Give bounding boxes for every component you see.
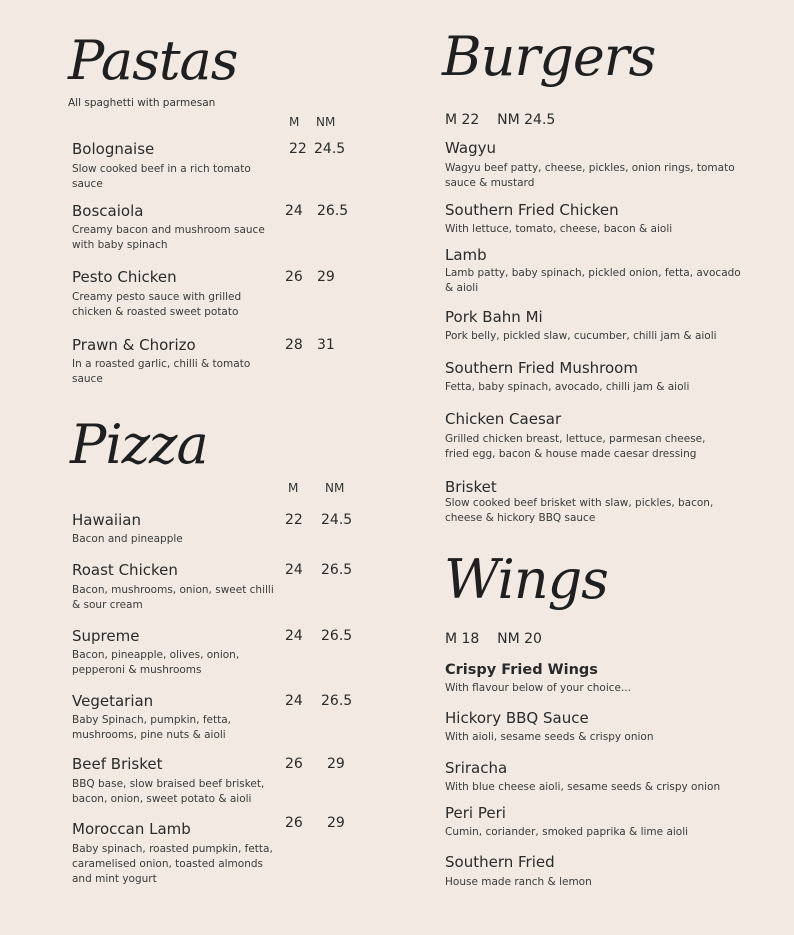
pasta-item-price-m: 22 <box>289 141 307 157</box>
pasta-item-price-nm: 29 <box>317 269 335 285</box>
pizza-item-price-nm: 29 <box>327 815 345 831</box>
pizza-item-desc: Baby spinach, roasted pumpkin, fetta, caramelised onion, toasted almonds and mint yogurt <box>72 843 273 885</box>
burger-item-desc: Slow cooked beef brisket with slaw, pickles, bacon, cheese & hickory BBQ sauce <box>445 497 714 524</box>
pastas-note: All spaghetti with parmesan <box>68 97 216 109</box>
burgers-prices: M 22 NM 24.5 <box>445 112 556 128</box>
wings-item-name: Southern Fried <box>445 853 555 871</box>
pizza-item-desc: BBQ base, slow braised beef brisket, bacon, onion, sweet potato & aioli <box>72 778 265 805</box>
wings-item-name: Hickory BBQ Sauce <box>445 709 589 727</box>
wings-item-desc: With blue cheese aioli, sesame seeds & crispy onion <box>445 781 721 793</box>
pasta-item-name: Pesto Chicken <box>72 268 177 286</box>
burger-item-name: Southern Fried Mushroom <box>445 359 638 377</box>
pastas-title: Pastas <box>68 29 238 92</box>
wings-prices: M 18 NM 20 <box>445 631 542 647</box>
pasta-item-desc: Creamy pesto sauce with grilled chicken & roasted sweet potato <box>72 291 242 318</box>
pizza-item-price-nm: 24.5 <box>321 512 353 528</box>
burger-item-desc: Wagyu beef patty, cheese, pickles, onion rings, tomato sauce & mustard <box>445 162 735 189</box>
pizza-item-name: Roast Chicken <box>72 561 178 579</box>
pizza-col-m: M <box>288 481 299 495</box>
pizza-item-desc: Bacon and pineapple <box>72 533 183 545</box>
burger-item-name: Chicken Caesar <box>445 410 562 428</box>
burgers-title: Burgers <box>442 25 656 88</box>
wings-item-desc: With flavour below of your choice... <box>445 682 631 694</box>
wings-item-desc: Cumin, coriander, smoked paprika & lime aioli <box>445 826 689 838</box>
pizza-item-price-m: 24 <box>285 693 303 709</box>
pasta-item-name: Bolognaise <box>72 140 155 158</box>
pizza-item-price-nm: 29 <box>327 756 345 772</box>
burger-item-desc: Pork belly, pickled slaw, cucumber, chilli jam & aioli <box>445 330 717 342</box>
pastas-col-m: M <box>289 115 300 129</box>
pizza-item-price-nm: 26.5 <box>321 628 353 644</box>
wings-item-name: Crispy Fried Wings <box>445 662 598 678</box>
pasta-item-price-nm: 24.5 <box>314 141 346 157</box>
pizza-item-price-m: 22 <box>285 512 303 528</box>
burger-item-name: Brisket <box>445 478 497 496</box>
pizza-item-price-m: 24 <box>285 562 303 578</box>
pizza-item-name: Vegetarian <box>72 692 154 710</box>
pizza-item-price-nm: 26.5 <box>321 562 353 578</box>
wings-title: Wings <box>444 548 608 611</box>
pizza-item-desc: Bacon, mushrooms, onion, sweet chilli & sour cream <box>72 584 274 611</box>
pizza-item-price-m: 26 <box>285 756 303 772</box>
pasta-item-name: Boscaiola <box>72 202 144 220</box>
pizza-item-price-m: 26 <box>285 815 303 831</box>
pizza-item-name: Supreme <box>72 627 140 645</box>
pasta-item-price-m: 28 <box>285 337 303 353</box>
burger-item-name: Southern Fried Chicken <box>445 201 619 219</box>
pizza-item-name: Hawaiian <box>72 511 141 529</box>
pasta-item-desc: Creamy bacon and mushroom sauce with baby spinach <box>72 224 265 251</box>
pasta-item-price-m: 24 <box>285 203 303 219</box>
pizza-item-name: Moroccan Lamb <box>72 820 191 838</box>
pizza-item-name: Beef Brisket <box>72 755 163 773</box>
burger-item-desc: Lamb patty, baby spinach, pickled onion, fetta, avocado & aioli <box>445 267 741 294</box>
pizza-item-desc: Baby Spinach, pumpkin, fetta, mushrooms, pine nuts & aioli <box>72 714 231 741</box>
wings-item-name: Peri Peri <box>445 804 506 822</box>
pasta-item-desc: Slow cooked beef in a rich tomato sauce <box>72 163 251 190</box>
pizza-col-nm: NM <box>325 481 345 495</box>
pizza-item-desc: Bacon, pineapple, olives, onion, pepperoni & mushrooms <box>72 649 240 676</box>
burger-item-name: Wagyu <box>445 139 496 157</box>
burger-item-name: Lamb <box>445 246 487 264</box>
pasta-item-desc: In a roasted garlic, chilli & tomato sauce <box>72 358 251 385</box>
pizza-item-price-m: 24 <box>285 628 303 644</box>
wings-item-desc: With aioli, sesame seeds & crispy onion <box>445 731 654 743</box>
burger-item-desc: With lettuce, tomato, cheese, bacon & aioli <box>445 223 673 235</box>
wings-item-name: Sriracha <box>445 759 508 777</box>
pasta-item-price-nm: 26.5 <box>317 203 349 219</box>
pastas-col-nm: NM <box>316 115 336 129</box>
pasta-item-price-nm: 31 <box>317 337 335 353</box>
pizza-item-price-nm: 26.5 <box>321 693 353 709</box>
burger-item-name: Pork Bahn Mi <box>445 308 543 326</box>
pizza-title: Pizza <box>70 413 208 476</box>
burger-item-desc: Grilled chicken breast, lettuce, parmesan cheese, fried egg, bacon & house made caesar dressing <box>445 433 706 460</box>
pasta-item-name: Prawn & Chorizo <box>72 336 196 354</box>
pasta-item-price-m: 26 <box>285 269 303 285</box>
burger-item-desc: Fetta, baby spinach, avocado, chilli jam & aioli <box>445 381 690 393</box>
wings-item-desc: House made ranch & lemon <box>445 876 592 888</box>
